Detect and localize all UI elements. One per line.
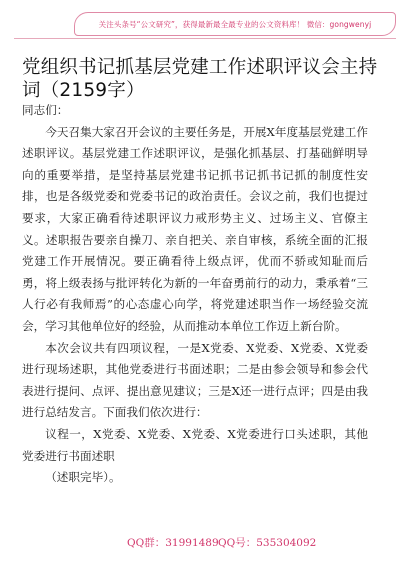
footer-qq-number: QQ号：535304092 [218, 537, 317, 549]
document-title: 党组织书记抓基层党建工作述职评议会主持词（2159字） [22, 57, 378, 101]
closing-note: （述职完毕）。 [45, 470, 121, 485]
greeting: 同志们： [22, 103, 69, 117]
paragraph-3: 议程一，X党委、X党委、X党委、X党委进行口头述职，其他党委进行书面述职 [22, 426, 368, 463]
footer-qq-group: QQ群：31991489 [127, 537, 219, 549]
paragraph-2: 本次会议共有四项议程，一是X党委、X党委、X党委、X党委进行现场述职，其他党委进行书面述职；二是由参会领导和参会代表进行提问、点评、提出意见建议；三是X还一进行点评；四是由我进行总结发言。下面我们依次进行： [22, 340, 368, 420]
paragraph-1: 今天召集大家召开会议的主要任务是，开展X年度基层党建工作述职评议。基层党建工作述职评议，是强化抓基层、打基础鲜明导向的重要举措，是坚持基层党建书记抓书记抓书记抓的制度性安排，也是各级党委和党委书记的政治责任。会议之前，我们也提过要求，大家正确看待述职评议力戒形势主义、过场主义、官僚主义。述职报告要亲自操刀、亲自把关、亲自审核，系统全面的汇报党建工作开展情况。要正确看待上级点评，优而不骄或知耻而后勇，将上级表扬与批评转化为新的一年奋勇前行的动力，秉承着“三人行必有我师焉”的心态虚心向学，将党建述职当作一场经验交流会，学习其他单位好的经验，从而推动本单位工作迈上新台阶。 [22, 124, 368, 333]
header-banner [74, 12, 396, 36]
header-divider [14, 38, 396, 39]
document-body [22, 100, 368, 489]
footer [0, 535, 408, 549]
header-banner-text: 关注头条号“公文研究”，获得最新最全最专业的公文资料库！ 微信：gongwenyj [98, 19, 372, 29]
